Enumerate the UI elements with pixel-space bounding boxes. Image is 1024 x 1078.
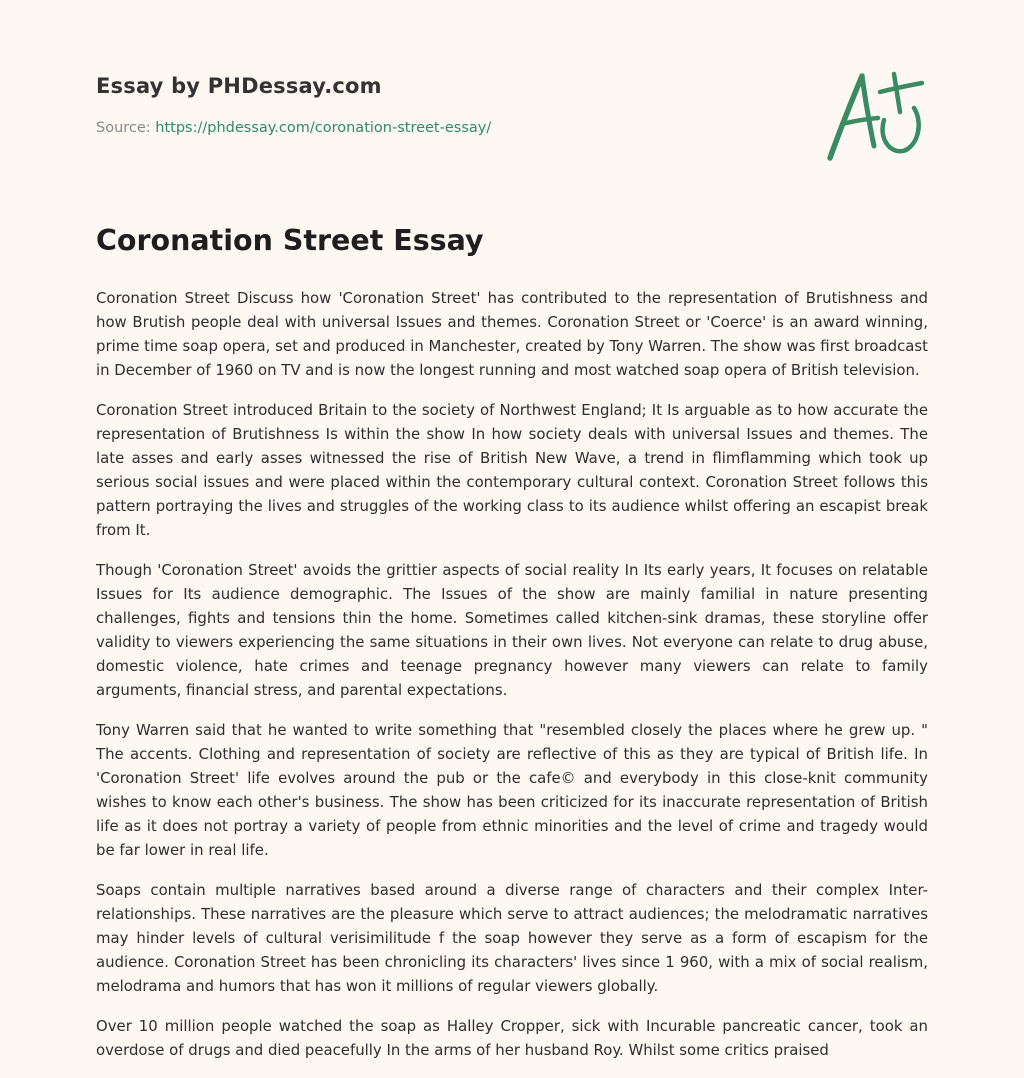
essay-paragraph: Coronation Street Discuss how 'Coronation Street' has contributed to the representation of Brutishness and how Brutish people deal with universal Issues and themes. Coronation Street or 'Coerce' is an award winning, prime time soap opera, set and produced in Manchester, created by Tony Warren. The show was first broadcast in December of 1960 on TV and is now the longest running and most watched soap opera of British television. xyxy=(96,289,928,379)
essay-paragraph: Though 'Coronation Street' avoids the grittier aspects of social reality In Its early years, It focuses on relatable Issues for Its audience demographic. The Issues of the show are mainly familial in nature presenting challenges, fights and tensions thin the home. Sometimes called kitchen-sink dramas, these storyline offer validity to viewers experiencing the same situations in their own lives. Not everyone can relate to drug abuse, domestic violence, hate crimes and teenage pregnancy however many viewers can relate to family arguments, financial stress, and parental expectations. xyxy=(96,561,928,699)
a-plus-logo-icon xyxy=(822,66,930,166)
essay-paragraph: Over 10 million people watched the soap as Halley Cropper, sick with Incurable pancreatic cancer, took an overdose of drugs and died peacefully In the arms of her husband Roy. Whilst some critics praised xyxy=(96,1017,928,1059)
essay-header xyxy=(96,74,796,136)
essay-paragraph: Tony Warren said that he wanted to write something that "resembled closely the places where he grew up. " The accents. Clothing and representation of society are reflective of this as they are typical of British life. In 'Coronation Street' life evolves around the pub or the cafe© and everybody in this close-knit community wishes to know each other's business. The show has been criticized for its inaccurate representation of British life as it does not portray a variety of people from ethnic minorities and the level of crime and tragedy would be far lower in real life. xyxy=(96,721,928,859)
site-title: Essay by PHDessay.com xyxy=(96,74,382,98)
source-link[interactable]: https://phdessay.com/coronation-street-essay/ xyxy=(155,120,492,136)
essay-body xyxy=(96,286,928,1078)
essay-paragraph: Coronation Street introduced Britain to the society of Northwest England; It Is arguable as to how accurate the representation of Brutishness Is within the show In how society deals with universal Issues and themes. The late asses and early asses witnessed the rise of British New Wave, a trend in flimflamming which took up serious social issues and were placed within the contemporary cultural context. Coronation Street follows this pattern portraying the lives and struggles of the working class to its audience whilst offering an escapist break from It. xyxy=(96,401,928,539)
source-label: Source: xyxy=(96,120,151,136)
source-line xyxy=(96,120,796,136)
essay-paragraph: Soaps contain multiple narratives based around a diverse range of characters and their complex Inter-relationships. These narratives are the pleasure which serve to attract audiences; the melodramatic narratives may hinder levels of cultural verisimilitude f the soap however they serve as a form of escapism for the audience. Coronation Street has been chronicling its characters' lives since 1 960, with a mix of social realism, melodrama and humors that has won it millions of regular viewers globally. xyxy=(96,881,928,995)
essay-title: Coronation Street Essay xyxy=(96,224,484,257)
